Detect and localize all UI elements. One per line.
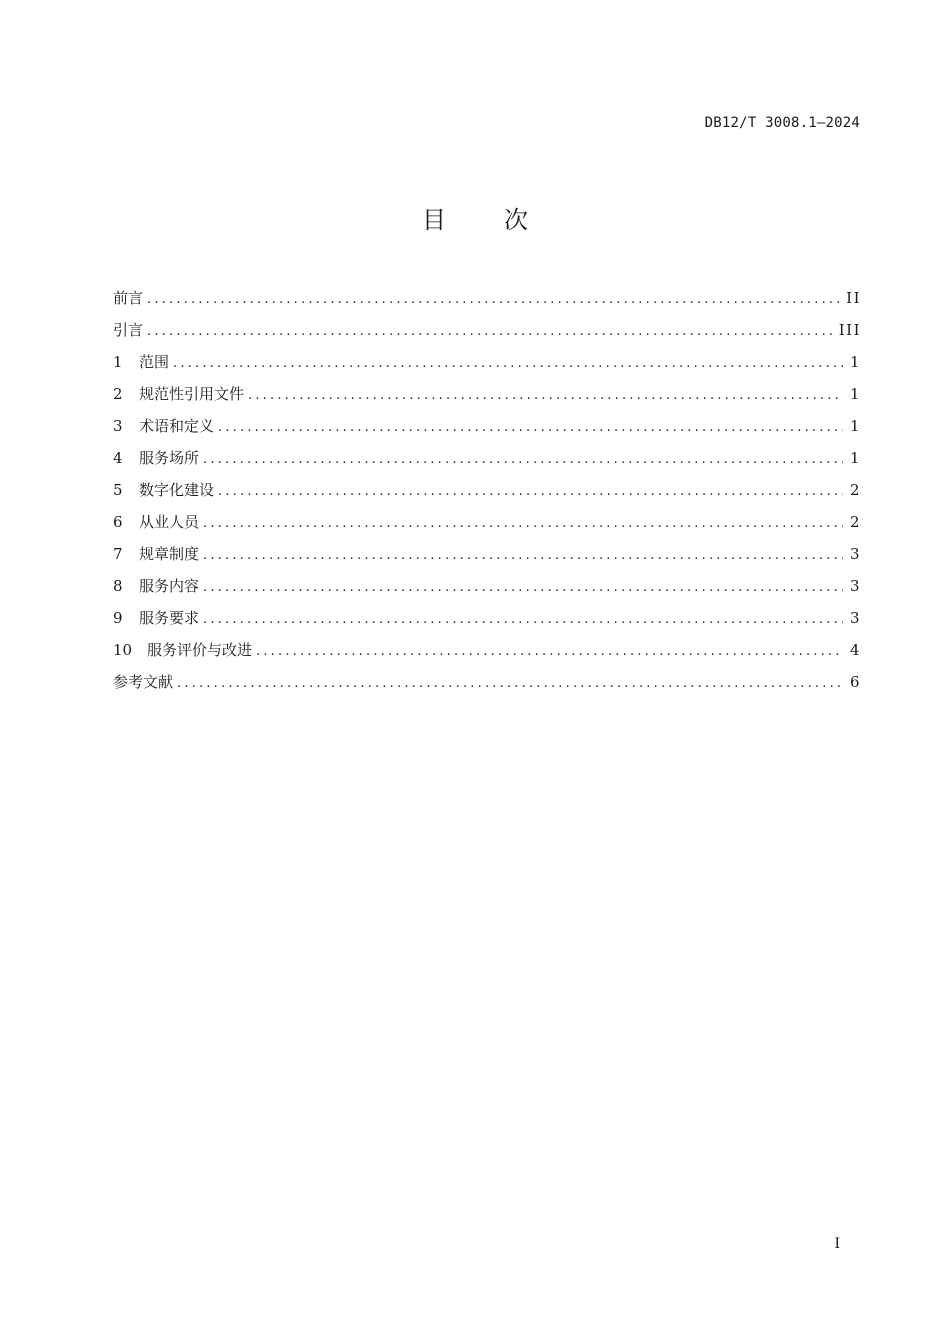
toc-entry-page: 1 [849, 353, 861, 371]
toc-entry-label: 前言 [113, 289, 144, 307]
toc-entry-2[interactable] [113, 382, 861, 414]
toc-leader-dots [173, 352, 843, 376]
toc-entry-label: 范围 [139, 353, 170, 371]
toc-entry-number: 3 [113, 417, 123, 435]
toc-leader-dots [147, 320, 833, 344]
toc-entry-label: 术语和定义 [139, 417, 215, 435]
toc-entry-label: 服务评价与改进 [147, 641, 253, 659]
toc-title [0, 200, 950, 235]
toc-entry-label: 服务要求 [139, 609, 200, 627]
toc-entry-page: 1 [849, 385, 861, 403]
toc-entry-page: 3 [849, 545, 861, 563]
toc-entry-8[interactable] [113, 574, 861, 606]
toc-entry-9[interactable] [113, 606, 861, 638]
toc-entry-number: 10 [113, 641, 133, 659]
toc-entry-7[interactable] [113, 542, 861, 574]
document-code: DB12/T 3008.1—2024 [704, 115, 860, 131]
toc-entry-page: 3 [849, 577, 861, 595]
toc-entry-number: 8 [113, 577, 123, 595]
toc-entry-page: II [846, 289, 861, 307]
toc-entry-label: 数字化建设 [139, 481, 215, 499]
toc-title-part2: 次 [504, 206, 528, 234]
toc-entry-page: 3 [849, 609, 861, 627]
toc-leader-dots [218, 480, 843, 504]
toc-leader-dots [177, 672, 843, 696]
toc-entry-label: 引言 [113, 321, 144, 339]
toc-entry-label: 服务内容 [139, 577, 200, 595]
toc-entry-5[interactable] [113, 478, 861, 510]
toc-leader-dots [256, 640, 843, 664]
toc-entry-page: III [838, 321, 861, 339]
toc-entry-number: 7 [113, 545, 123, 563]
toc-entry-3[interactable] [113, 414, 861, 446]
toc-leader-dots [203, 576, 843, 600]
toc-entry-number: 4 [113, 449, 123, 467]
toc-entry-label: 参考文献 [113, 673, 174, 691]
toc-entry-10[interactable] [113, 638, 861, 670]
toc-entry-label: 规章制度 [139, 545, 200, 563]
toc-leader-dots [203, 512, 843, 536]
toc-entry-label: 从业人员 [139, 513, 200, 531]
toc-list [113, 286, 861, 702]
toc-leader-dots [248, 384, 843, 408]
toc-leader-dots [218, 416, 843, 440]
toc-entry-1[interactable] [113, 350, 861, 382]
toc-entry-page: 2 [849, 481, 861, 499]
toc-entry-page: 4 [849, 641, 861, 659]
toc-entry-foreword[interactable] [113, 286, 861, 318]
toc-entry-number: 9 [113, 609, 123, 627]
toc-entry-number: 6 [113, 513, 123, 531]
toc-entry-4[interactable] [113, 446, 861, 478]
toc-entry-page: 1 [849, 417, 861, 435]
toc-leader-dots [147, 288, 840, 312]
toc-entry-introduction[interactable] [113, 318, 861, 350]
toc-entry-6[interactable] [113, 510, 861, 542]
toc-title-part1: 目 [422, 206, 446, 234]
toc-entry-bibliography[interactable] [113, 670, 861, 702]
toc-leader-dots [203, 608, 843, 632]
toc-leader-dots [203, 544, 843, 568]
page-number: I [834, 1236, 840, 1252]
toc-leader-dots [203, 448, 843, 472]
toc-entry-page: 2 [849, 513, 861, 531]
toc-entry-number: 1 [113, 353, 123, 371]
toc-entry-number: 2 [113, 385, 123, 403]
toc-entry-number: 5 [113, 481, 123, 499]
toc-entry-page: 1 [849, 449, 861, 467]
toc-entry-label: 规范性引用文件 [139, 385, 245, 403]
toc-entry-page: 6 [849, 673, 861, 691]
toc-entry-label: 服务场所 [139, 449, 200, 467]
